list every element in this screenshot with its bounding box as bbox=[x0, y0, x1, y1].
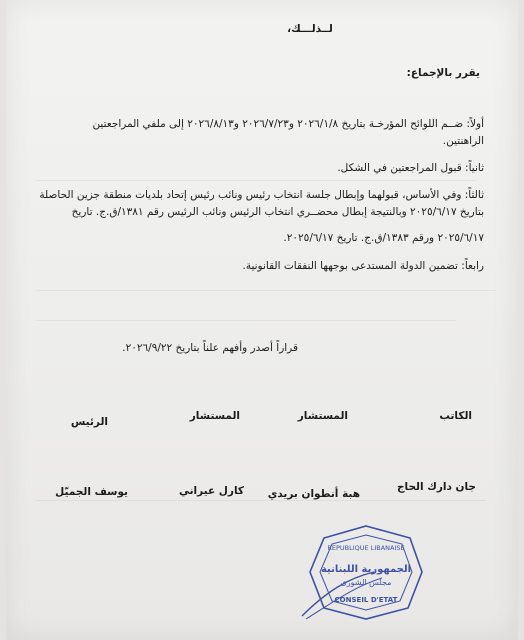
signature-name-counselor-1: كارل عيراني bbox=[178, 485, 244, 497]
official-seal-stamp bbox=[296, 522, 428, 622]
signature-title-counselor-1: المستشار bbox=[189, 410, 240, 422]
decision-intro: يقرر بالإجماع: bbox=[406, 67, 480, 79]
signature-name-president: يوسف الجميّل bbox=[55, 486, 128, 498]
seal-graphic bbox=[296, 522, 428, 622]
bleed-through-line bbox=[36, 290, 496, 291]
clause-fourth: رابعاً: تضمين الدولة المستدعى بوجهها النفقات القانونية. bbox=[242, 260, 484, 272]
seal-top-text: REPUBLIQUE LIBANAISE bbox=[327, 544, 405, 552]
clause-third-line-2: بتاريخ ٢٠٢٥/٦/١٧ وبالنتيجة إبطال محضــري انتخاب الرئيس ونائب الرئيس رقم ١٣٨١/ق.ج. تاريخ bbox=[71, 206, 484, 218]
signature-title-counselor-2: المستشار bbox=[297, 410, 348, 422]
clause-third-line-3: ٢٠٢٥/٦/١٧ ورقم ١٣٨٣/ق.ج. تاريخ ٢٠٢٥/٦/١٧. bbox=[283, 232, 484, 244]
seal-center-arabic-2: مجلس الشورى bbox=[340, 578, 392, 587]
heading-therefore: لــذلـــك، bbox=[287, 23, 333, 35]
bleed-through-line bbox=[36, 500, 486, 501]
clause-first-line-1: أولاً: ضــم اللوائح المؤرخـة بتاريخ ٢٠٢٦/١/٨ و٢٠٢٦/٧/٢٣ و٢٠٢٦/٨/١٣ إلى ملفي المراجعتين bbox=[92, 118, 484, 130]
bleed-through-line bbox=[36, 320, 456, 321]
signature-title-clerk: الكاتب bbox=[439, 410, 472, 422]
clause-second: ثانياً: قبول المراجعتين في الشكل. bbox=[337, 162, 484, 174]
signature-title-president: الرئيس bbox=[70, 416, 108, 428]
clause-third-line-1: ثالثاً: وفي الأساس، قبولهما وإبطال جلسة انتخاب رئيس ونائب رئيس إتحاد بلديات منطقة جزين الحاصلة bbox=[39, 189, 484, 201]
signature-name-counselor-2: هبة أنطوان بريدي bbox=[267, 488, 360, 500]
issuance-statement: قراراً أصدر وأفهم علناً بتاريخ ٢٠٢٦/٩/٢٢. bbox=[122, 342, 298, 354]
seal-center-arabic-1: الجمهورية اللبنانية bbox=[320, 564, 412, 575]
clause-first-line-2: الراهنتين. bbox=[442, 135, 484, 147]
signature-name-clerk: جان دارك الحاج bbox=[396, 481, 476, 493]
bleed-through-line bbox=[36, 180, 476, 181]
seal-bottom-text: CONSEIL D'ETAT bbox=[334, 596, 398, 604]
document-page bbox=[6, 0, 518, 640]
